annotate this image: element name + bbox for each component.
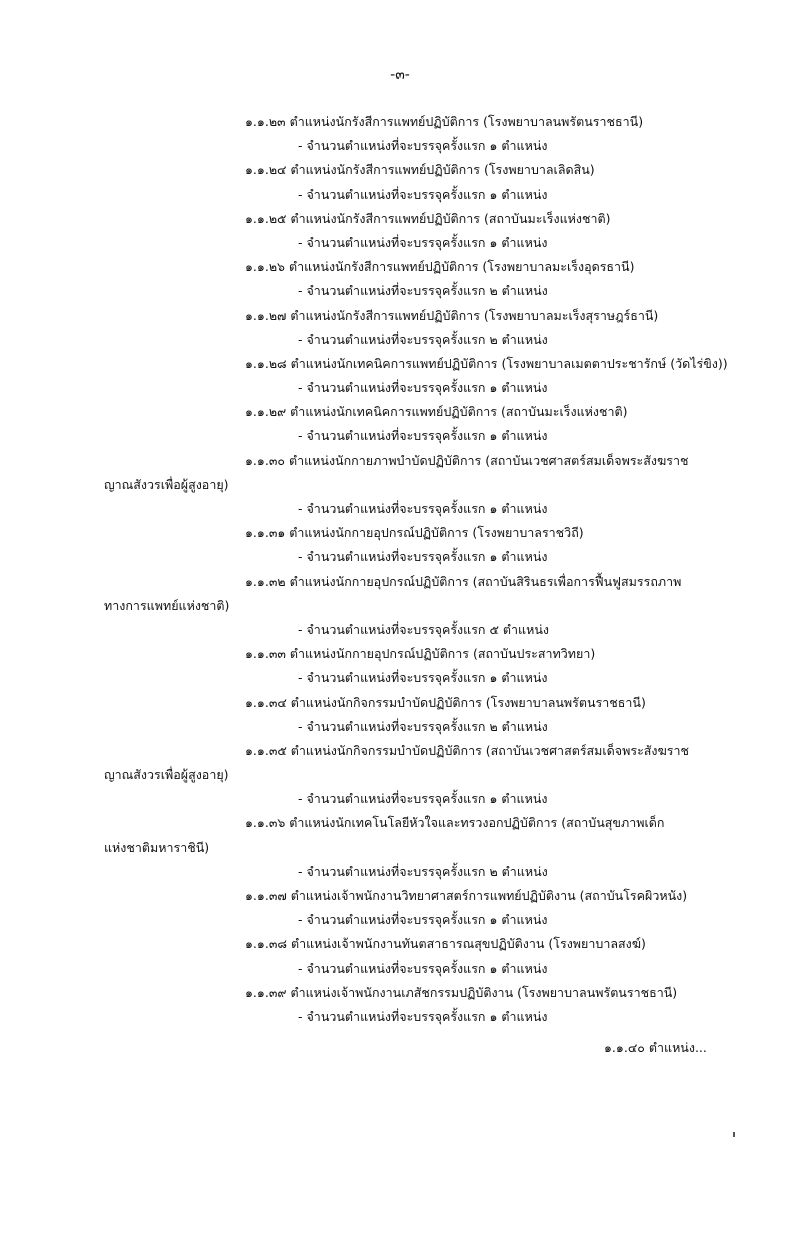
entry-heading: ๑.๑.๓๑ ตำแหน่งนักกายอุปกรณ์ปฏิบัติการ (โรงพยาบาลราชวิถี) [245, 525, 584, 541]
entry-heading-continued: ทางการแพทย์แห่งชาติ) [104, 597, 230, 613]
continuation-text: ๑.๑.๔๐ ตำแหน่ง... [604, 1040, 707, 1055]
scan-mark [733, 1132, 735, 1137]
entry-heading: ๑.๑.๒๓ ตำแหน่งนักรังสีการแพทย์ปฏิบัติการ (โรงพยาบาลนพรัตนราชธานี) [245, 114, 644, 129]
entry-count: - จำนวนตำแหน่งที่จะบรรจุครั้งแรก ๑ ตำแหน่ง [298, 1008, 548, 1024]
entry-count: - จำนวนตำแหน่งที่จะบรรจุครั้งแรก ๑ ตำแหน่ง [298, 670, 548, 686]
entry-count: - จำนวนตำแหน่งที่จะบรรจุครั้งแรก ๑ ตำแหน่ง [298, 428, 548, 444]
entry-count: - จำนวนตำแหน่งที่จะบรรจุครั้งแรก ๑ ตำแหน่ง [298, 549, 548, 565]
entry-heading: ๑.๑.๒๖ ตำแหน่งนักรังสีการแพทย์ปฏิบัติการ (โรงพยาบาลมะเร็งอุดรธานี) [245, 259, 635, 275]
entry-heading: ๑.๑.๓๒ ตำแหน่งนักกายอุปกรณ์ปฏิบัติการ (สถาบันสิรินธรเพื่อการฟื้นฟูสมรรถภาพ [245, 573, 682, 589]
entry-heading-continued: แห่งชาติมหาราชินี) [104, 839, 210, 855]
entry-count: - จำนวนตำแหน่งที่จะบรรจุครั้งแรก ๑ ตำแหน่ง [298, 912, 548, 928]
page-number: -๓- [390, 67, 410, 83]
entry-count: - จำนวนตำแหน่งที่จะบรรจุครั้งแรก ๑ ตำแหน่ง [298, 791, 548, 807]
position-list [0, 110, 800, 1029]
entry-heading: ๑.๑.๒๕ ตำแหน่งนักรังสีการแพทย์ปฏิบัติการ (สถาบันมะเร็งแห่งชาติ) [245, 210, 611, 226]
entry-count: - จำนวนตำแหน่งที่จะบรรจุครั้งแรก ๕ ตำแหน่ง [298, 621, 549, 637]
entry-heading-continued: ญาณสังวรเพื่อผู้สูงอายุ) [104, 767, 229, 783]
entry-heading: ๑.๑.๓๕ ตำแหน่งนักกิจกรรมบำบัดปฏิบัติการ (สถาบันเวชศาสตร์สมเด็จพระสังฆราช [245, 742, 690, 758]
entry-count: - จำนวนตำแหน่งที่จะบรรจุครั้งแรก ๑ ตำแหน่ง [298, 186, 548, 202]
entry-heading: ๑.๑.๓๙ ตำแหน่งเจ้าพนักงานเภสัชกรรมปฏิบัติงาน (โรงพยาบาลนพรัตนราชธานี) [245, 984, 678, 1000]
entry-count: - จำนวนตำแหน่งที่จะบรรจุครั้งแรก ๑ ตำแหน่ง [298, 960, 548, 976]
entry-heading: ๑.๑.๓๖ ตำแหน่งนักเทคโนโลยีหัวใจและทรวงอกปฏิบัติการ (สถาบันสุขภาพเด็ก [245, 815, 665, 831]
entry-heading: ๑.๑.๓๐ ตำแหน่งนักกายภาพบำบัดปฏิบัติการ (สถาบันเวชศาสตร์สมเด็จพระสังฆราช [245, 452, 689, 468]
entry-count: - จำนวนตำแหน่งที่จะบรรจุครั้งแรก ๑ ตำแหน่ง [298, 234, 548, 250]
entry-count: - จำนวนตำแหน่งที่จะบรรจุครั้งแรก ๒ ตำแหน่ง [298, 718, 548, 734]
entry-heading: ๑.๑.๒๘ ตำแหน่งนักเทคนิคการแพทย์ปฏิบัติการ (โรงพยาบาลเมตตาประชารักษ์ (วัดไร่ขิง)) [245, 355, 728, 371]
entry-heading: ๑.๑.๒๙ ตำแหน่งนักเทคนิคการแพทย์ปฏิบัติการ (สถาบันมะเร็งแห่งชาติ) [245, 404, 628, 420]
entry-heading: ๑.๑.๓๗ ตำแหน่งเจ้าพนักงานวิทยาศาสตร์การแพทย์ปฏิบัติงาน (สถาบันโรคผิวหนัง) [245, 888, 688, 903]
entry-heading-continued: ญาณสังวรเพื่อผู้สูงอายุ) [104, 476, 229, 492]
entry-count: - จำนวนตำแหน่งที่จะบรรจุครั้งแรก ๑ ตำแหน่ง [298, 138, 548, 154]
entry-heading: ๑.๑.๓๘ ตำแหน่งเจ้าพนักงานทันตสาธารณสุขปฏิบัติงาน (โรงพยาบาลสงฆ์) [245, 936, 646, 952]
entry-count: - จำนวนตำแหน่งที่จะบรรจุครั้งแรก ๒ ตำแหน่ง [298, 331, 548, 347]
entry-count: - จำนวนตำแหน่งที่จะบรรจุครั้งแรก ๑ ตำแหน่ง [298, 380, 548, 396]
entry-count: - จำนวนตำแหน่งที่จะบรรจุครั้งแรก ๒ ตำแหน่ง [298, 863, 548, 879]
entry-heading: ๑.๑.๓๓ ตำแหน่งนักกายอุปกรณ์ปฏิบัติการ (สถาบันประสาทวิทยา) [245, 646, 596, 662]
entry-heading: ๑.๑.๒๗ ตำแหน่งนักรังสีการแพทย์ปฏิบัติการ (โรงพยาบาลมะเร็งสุราษฎร์ธานี) [245, 307, 659, 323]
entry-count: - จำนวนตำแหน่งที่จะบรรจุครั้งแรก ๑ ตำแหน่ง [298, 501, 548, 516]
entry-heading: ๑.๑.๒๔ ตำแหน่งนักรังสีการแพทย์ปฏิบัติการ (โรงพยาบาลเลิดสิน) [245, 162, 595, 178]
entry-count: - จำนวนตำแหน่งที่จะบรรจุครั้งแรก ๒ ตำแหน่ง [298, 283, 548, 299]
entry-heading: ๑.๑.๓๔ ตำแหน่งนักกิจกรรมบำบัดปฏิบัติการ (โรงพยาบาลนพรัตนราชธานี) [245, 694, 646, 710]
